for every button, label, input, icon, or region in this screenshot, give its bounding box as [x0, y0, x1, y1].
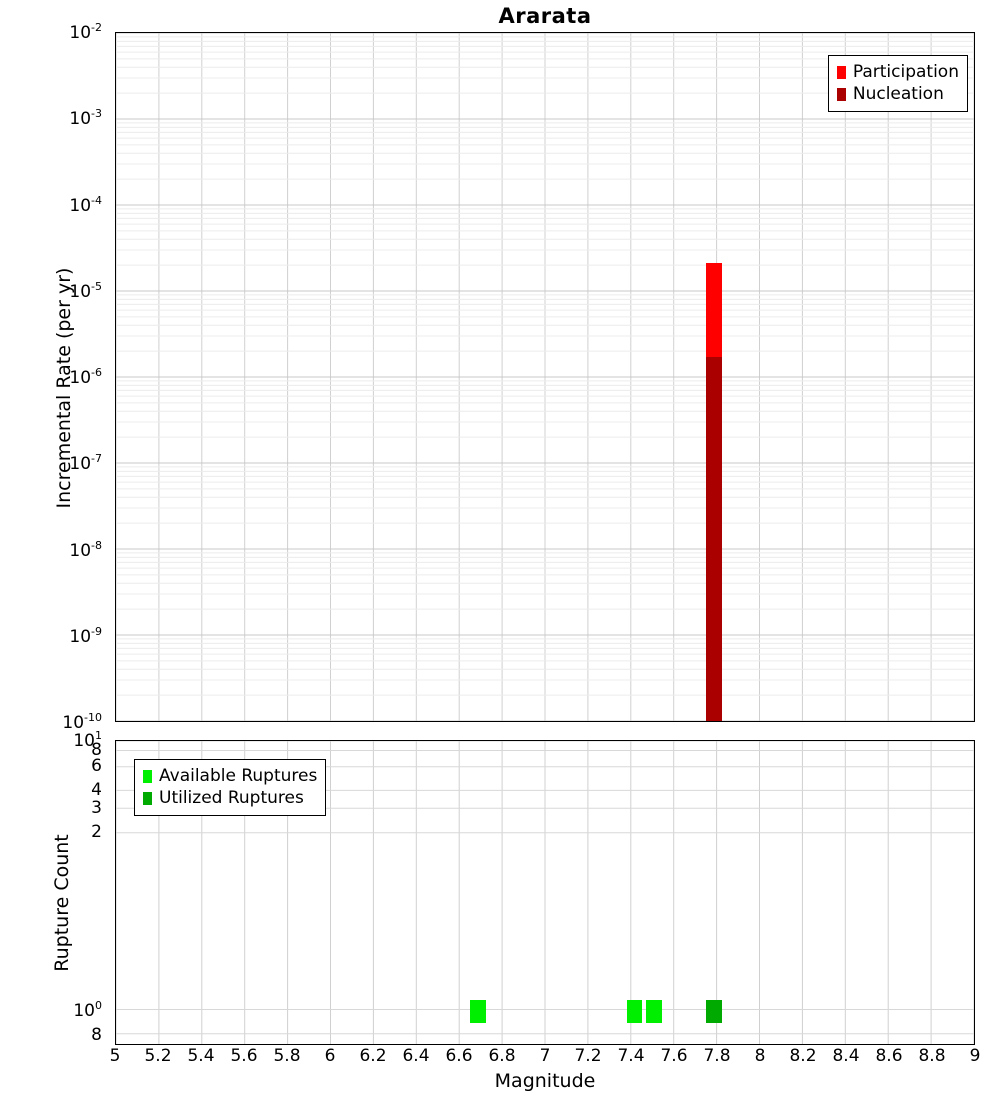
- x-tick-label: 9: [969, 1046, 981, 1066]
- legend-label: Available Ruptures: [159, 766, 318, 786]
- y-tick-label: 8: [91, 1024, 102, 1045]
- y-tick-label: 6: [91, 755, 102, 776]
- x-tick-label: 8.8: [918, 1046, 946, 1066]
- utilized-rupture-bar: [706, 1000, 722, 1023]
- x-tick-label: 8: [754, 1046, 766, 1066]
- x-tick-label: 6: [324, 1046, 336, 1066]
- x-tick-label: 5.4: [187, 1046, 215, 1066]
- x-tick-label: 7.4: [617, 1046, 645, 1066]
- x-tick-label: 8.6: [875, 1046, 903, 1066]
- page-title: Ararata: [498, 4, 592, 28]
- x-tick-label: 6.4: [402, 1046, 430, 1066]
- bottom-y-axis-title: Rupture Count: [51, 834, 73, 972]
- y-tick-label: $10^{-2}$: [69, 21, 102, 43]
- y-tick-label: $10^{-5}$: [69, 279, 102, 302]
- legend-swatch-icon: [143, 792, 152, 805]
- y-tick-label: $10^0$: [73, 999, 102, 1022]
- x-tick-label: 6.8: [488, 1046, 516, 1066]
- y-tick-label: 2: [91, 822, 102, 843]
- x-tick-label: 7.8: [703, 1046, 731, 1066]
- y-tick-label: 3: [91, 797, 102, 818]
- legend-item: [837, 83, 959, 105]
- y-tick-label: $10^{-7}$: [69, 452, 102, 475]
- y-tick-label: $10^{-9}$: [69, 624, 102, 647]
- available-rupture-bar: [646, 1000, 662, 1023]
- x-tick-label: 6.2: [359, 1046, 387, 1066]
- x-tick-label: 8.2: [789, 1046, 817, 1066]
- x-tick-label: 7: [539, 1046, 551, 1066]
- x-tick-label: 7.2: [574, 1046, 602, 1066]
- x-tick-labels: [109, 1046, 981, 1070]
- y-tick-label: $10^{-8}$: [69, 538, 102, 561]
- legend-top: [828, 55, 968, 112]
- x-tick-label: 5.8: [273, 1046, 301, 1066]
- x-tick-label: 5: [109, 1046, 121, 1066]
- legend-item: [143, 765, 317, 787]
- x-tick-label: 8.4: [832, 1046, 860, 1066]
- legend-bottom: [134, 759, 326, 816]
- legend-label: Participation: [852, 62, 959, 82]
- y-tick-label: 4: [91, 779, 102, 800]
- y-tick-label: $10^{-4}$: [69, 193, 102, 216]
- y-tick-label: $10^{-6}$: [69, 366, 102, 388]
- legend-item: [837, 61, 959, 83]
- x-axis-title: Magnitude: [494, 1070, 596, 1092]
- rupture-count-plot-area: [115, 740, 975, 1045]
- x-tick-label: 6.6: [445, 1046, 473, 1066]
- x-tick-label: 7.6: [660, 1046, 688, 1066]
- incremental-rate-plot-area: [115, 32, 975, 722]
- legend-item: [143, 787, 317, 809]
- nucleation-bar: [706, 357, 722, 721]
- available-rupture-bar: [627, 1000, 643, 1023]
- legend-swatch-icon: [143, 770, 152, 783]
- legend-swatch-icon: [837, 88, 846, 101]
- x-tick-label: 5.2: [144, 1046, 172, 1066]
- y-tick-label: 8: [91, 739, 102, 760]
- legend-label: Nucleation: [852, 84, 944, 104]
- top-y-axis-title: Incremental Rate (per yr): [53, 267, 75, 509]
- legend-swatch-icon: [837, 66, 846, 79]
- y-tick-label: $10^1$: [73, 729, 102, 751]
- y-tick-label: $10^{-3}$: [69, 107, 102, 130]
- available-rupture-bar: [470, 1000, 486, 1023]
- y-tick-label: $10^{-10}$: [62, 711, 102, 733]
- x-tick-label: 5.6: [230, 1046, 258, 1066]
- legend-label: Utilized Ruptures: [159, 788, 304, 808]
- top-grid: [116, 33, 974, 721]
